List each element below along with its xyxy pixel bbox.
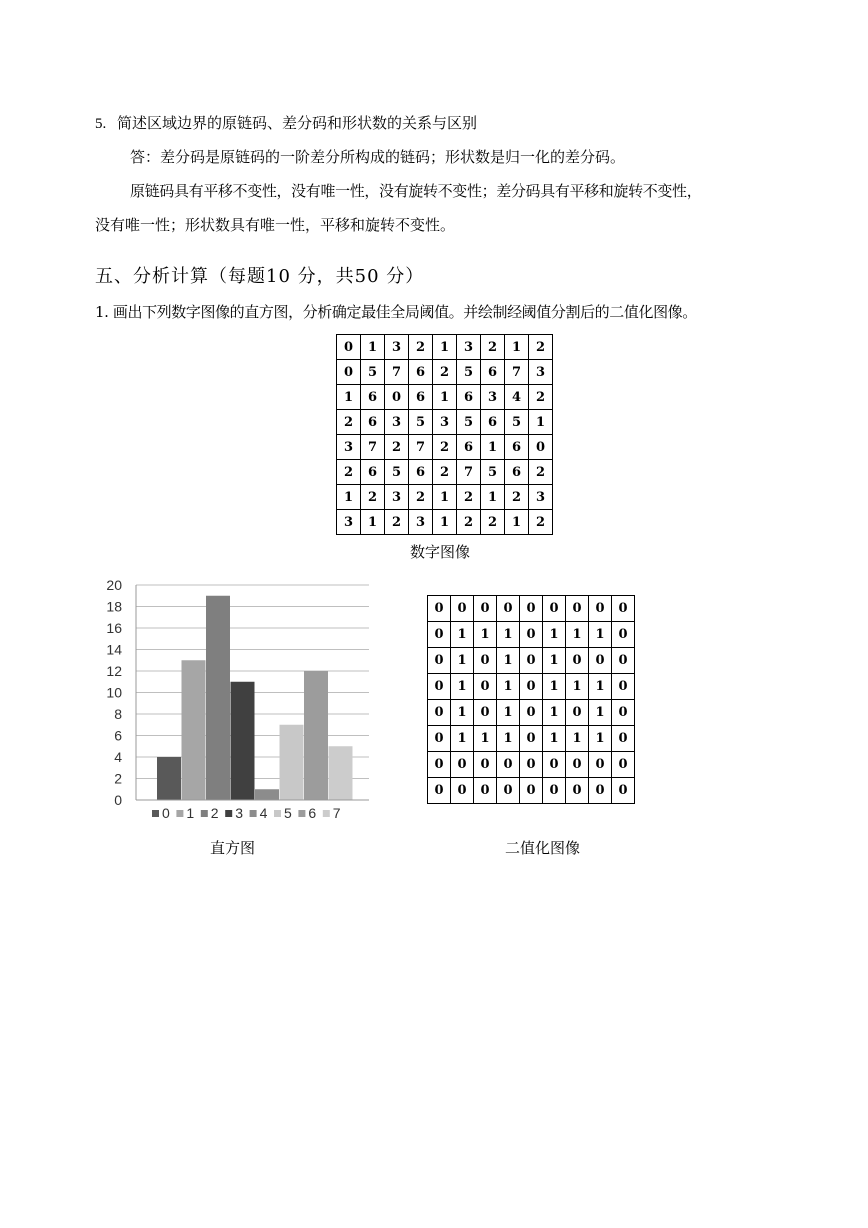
- binary-image-cell: 1: [497, 674, 520, 700]
- binary-image-cell: 1: [589, 700, 612, 726]
- digital-image-cell: 7: [385, 360, 409, 385]
- legend-swatch: [201, 810, 208, 817]
- histogram-bar: [304, 671, 328, 800]
- binary-image-cell: 0: [589, 752, 612, 778]
- binary-image-cell: 1: [566, 622, 589, 648]
- q1-text: 1. 画出下列数字图像的直方图，分析确定最佳全局阈值。并绘制经阈值分割后的二值化图像。: [95, 303, 697, 321]
- binary-image-cell: 0: [428, 700, 451, 726]
- binary-image-cell: 0: [428, 674, 451, 700]
- binary-image-cell: 0: [520, 622, 543, 648]
- digital-image-cell: 2: [385, 510, 409, 535]
- binary-image-cell: 0: [474, 648, 497, 674]
- digital-image-cell: 2: [409, 335, 433, 360]
- binary-image-cell: 1: [497, 700, 520, 726]
- q5-answer-2-line-1: 原链码具有平移不变性，没有唯一性，没有旋转不变性；差分码具有平移和旋转不变性，: [130, 182, 702, 200]
- binary-image-cell: 0: [520, 674, 543, 700]
- binary-image-cell: 0: [428, 648, 451, 674]
- digital-image-cell: 1: [337, 485, 361, 510]
- digital-image-row: [337, 410, 553, 435]
- digital-image-cell: 6: [409, 385, 433, 410]
- legend-label: 4: [259, 805, 268, 821]
- digital-image-table: [336, 334, 553, 535]
- y-tick-label: 12: [106, 663, 122, 679]
- y-tick-label: 2: [114, 770, 122, 787]
- binary-image-cell: 0: [474, 778, 497, 804]
- binary-image-cell: 0: [543, 752, 566, 778]
- binary-image-cell: 0: [612, 726, 635, 752]
- binary-image-cell: 0: [451, 778, 474, 804]
- legend-swatch: [274, 810, 281, 817]
- q5-answer-2-line-2: 没有唯一性；形状数具有唯一性，平移和旋转不变性。: [95, 216, 456, 234]
- histogram-chart: [95, 577, 395, 827]
- digital-image-cell: 6: [457, 435, 481, 460]
- digital-image-cell: 0: [337, 360, 361, 385]
- legend-swatch: [250, 810, 257, 817]
- legend-swatch: [176, 810, 183, 817]
- binary-image-table: [427, 595, 635, 804]
- binary-image-row: [428, 726, 635, 752]
- binary-image-row: [428, 596, 635, 622]
- binary-image-cell: 0: [428, 622, 451, 648]
- digital-image-cell: 3: [337, 510, 361, 535]
- digital-image-cell: 6: [505, 435, 529, 460]
- digital-image-cell: 2: [457, 485, 481, 510]
- digital-image-cell: 6: [409, 460, 433, 485]
- legend-label: 2: [210, 805, 219, 821]
- histogram-bar: [182, 660, 206, 800]
- y-tick-label: 10: [106, 684, 122, 701]
- binary-image-cell: 0: [474, 596, 497, 622]
- digital-image-cell: 3: [385, 335, 409, 360]
- binary-image-cell: 0: [474, 674, 497, 700]
- y-tick-label: 4: [114, 749, 122, 765]
- binary-image-cell: 1: [566, 674, 589, 700]
- y-tick-label: 0: [114, 792, 122, 808]
- binary-image-cell: 0: [520, 778, 543, 804]
- legend-swatch: [225, 810, 232, 817]
- binary-image-cell: 0: [520, 596, 543, 622]
- digital-image-cell: 6: [361, 410, 385, 435]
- binary-image-row: [428, 648, 635, 674]
- digital-image-cell: 7: [361, 435, 385, 460]
- digital-image-cell: 3: [457, 335, 481, 360]
- digital-image-cell: 1: [481, 485, 505, 510]
- histogram-bar: [280, 725, 304, 800]
- digital-image-cell: 1: [337, 385, 361, 410]
- digital-image-cell: 5: [361, 360, 385, 385]
- digital-image-cell: 3: [529, 360, 553, 385]
- binary-image-cell: 0: [589, 596, 612, 622]
- digital-image-cell: 2: [457, 510, 481, 535]
- digital-image-cell: 2: [481, 510, 505, 535]
- digital-image-row: [337, 360, 553, 385]
- binary-image-cell: 1: [451, 726, 474, 752]
- binary-image-caption: 二值化图像: [505, 839, 581, 857]
- digital-image-caption: 数字图像: [410, 543, 471, 561]
- legend-label: 5: [284, 805, 292, 821]
- digital-image-cell: 3: [385, 485, 409, 510]
- digital-image-cell: 5: [457, 360, 481, 385]
- binary-image-cell: 0: [474, 752, 497, 778]
- digital-image-cell: 2: [337, 460, 361, 485]
- digital-image-cell: 7: [505, 360, 529, 385]
- digital-image-cell: 2: [409, 485, 433, 510]
- digital-image-cell: 2: [529, 460, 553, 485]
- digital-image-cell: 2: [385, 435, 409, 460]
- binary-image-cell: 0: [520, 726, 543, 752]
- digital-image-cell: 1: [361, 510, 385, 535]
- binary-image-cell: 0: [566, 596, 589, 622]
- binary-image-cell: 1: [566, 726, 589, 752]
- digital-image-cell: 5: [457, 410, 481, 435]
- digital-image-row: [337, 385, 553, 410]
- q5-answer-1: 答：差分码是原链码的一阶差分所构成的链码；形状数是归一化的差分码。: [130, 148, 626, 166]
- digital-image-cell: 3: [337, 435, 361, 460]
- digital-image-cell: 6: [409, 360, 433, 385]
- binary-image-cell: 0: [520, 752, 543, 778]
- binary-image-cell: 0: [566, 752, 589, 778]
- binary-image-row: [428, 778, 635, 804]
- binary-image-cell: 0: [520, 648, 543, 674]
- digital-image-cell: 5: [505, 410, 529, 435]
- digital-image-row: [337, 335, 553, 360]
- binary-image-cell: 0: [474, 700, 497, 726]
- digital-image-row: [337, 460, 553, 485]
- digital-image-cell: 2: [529, 510, 553, 535]
- histogram-bar: [329, 746, 353, 800]
- binary-image-cell: 1: [543, 700, 566, 726]
- binary-image-cell: 1: [589, 674, 612, 700]
- digital-image-cell: 5: [409, 410, 433, 435]
- legend-label: 3: [235, 805, 243, 821]
- binary-image-cell: 0: [612, 596, 635, 622]
- digital-image-cell: 1: [505, 335, 529, 360]
- binary-image-cell: 0: [543, 596, 566, 622]
- digital-image-cell: 6: [481, 410, 505, 435]
- binary-image-cell: 1: [451, 700, 474, 726]
- histogram-bar: [206, 596, 230, 800]
- y-tick-label: 18: [106, 598, 122, 615]
- digital-image-cell: 1: [361, 335, 385, 360]
- digital-image-cell: 5: [385, 460, 409, 485]
- binary-image-cell: 0: [566, 648, 589, 674]
- legend-label: 7: [332, 805, 341, 821]
- digital-image-cell: 1: [481, 435, 505, 460]
- binary-image-cell: 0: [612, 674, 635, 700]
- digital-image-cell: 2: [481, 335, 505, 360]
- digital-image-cell: 0: [337, 335, 361, 360]
- binary-image-cell: 0: [612, 752, 635, 778]
- digital-image-cell: 3: [385, 410, 409, 435]
- digital-image-cell: 1: [433, 335, 457, 360]
- legend-label: 6: [308, 805, 317, 821]
- binary-image-cell: 1: [543, 622, 566, 648]
- binary-image-cell: 0: [428, 726, 451, 752]
- digital-image-cell: 6: [505, 460, 529, 485]
- digital-image-cell: 1: [433, 510, 457, 535]
- binary-image-cell: 0: [612, 700, 635, 726]
- binary-image-cell: 1: [543, 674, 566, 700]
- histogram-caption: 直方图: [210, 839, 256, 857]
- legend-swatch: [323, 810, 330, 817]
- binary-image-row: [428, 622, 635, 648]
- digital-image-cell: 1: [529, 410, 553, 435]
- digital-image-cell: 1: [505, 510, 529, 535]
- digital-image-cell: 6: [457, 385, 481, 410]
- binary-image-cell: 1: [543, 726, 566, 752]
- digital-image-cell: 3: [529, 485, 553, 510]
- digital-image-cell: 7: [409, 435, 433, 460]
- binary-image-cell: 1: [589, 726, 612, 752]
- y-tick-label: 20: [106, 577, 122, 593]
- y-tick-label: 8: [114, 706, 122, 722]
- digital-image-cell: 1: [433, 485, 457, 510]
- binary-image-cell: 0: [428, 596, 451, 622]
- histogram-bar: [157, 757, 181, 800]
- y-tick-label: 6: [114, 727, 122, 744]
- histogram-bar: [231, 682, 255, 800]
- digital-image-cell: 5: [481, 460, 505, 485]
- digital-image-row: [337, 435, 553, 460]
- digital-image-cell: 2: [337, 410, 361, 435]
- digital-image-cell: 6: [481, 360, 505, 385]
- binary-image-cell: 1: [451, 622, 474, 648]
- binary-image-row: [428, 700, 635, 726]
- digital-image-cell: 0: [385, 385, 409, 410]
- digital-image-cell: 2: [433, 435, 457, 460]
- legend-label: 1: [186, 805, 195, 821]
- binary-image-cell: 1: [474, 726, 497, 752]
- legend-swatch: [298, 810, 305, 817]
- digital-image-cell: 2: [433, 460, 457, 485]
- digital-image-cell: 1: [433, 385, 457, 410]
- binary-image-cell: 1: [451, 674, 474, 700]
- digital-image-cell: 4: [505, 385, 529, 410]
- digital-image-cell: 2: [433, 360, 457, 385]
- legend-label: 0: [162, 805, 170, 821]
- digital-image-row: [337, 510, 553, 535]
- binary-image-cell: 1: [474, 622, 497, 648]
- binary-image-row: [428, 752, 635, 778]
- digital-image-cell: 2: [361, 485, 385, 510]
- binary-image-cell: 0: [566, 700, 589, 726]
- digital-image-cell: 6: [361, 460, 385, 485]
- digital-image-cell: 3: [433, 410, 457, 435]
- binary-image-cell: 0: [428, 778, 451, 804]
- digital-image-cell: 2: [529, 335, 553, 360]
- binary-image-cell: 0: [451, 596, 474, 622]
- binary-image-cell: 0: [612, 778, 635, 804]
- binary-image-cell: 0: [497, 778, 520, 804]
- histogram-bar: [255, 789, 279, 800]
- binary-image-row: [428, 674, 635, 700]
- binary-image-cell: 0: [497, 752, 520, 778]
- binary-image-cell: 0: [566, 778, 589, 804]
- binary-image-cell: 0: [589, 648, 612, 674]
- q5-number: 5.: [95, 116, 107, 132]
- y-tick-label: 16: [106, 620, 122, 636]
- binary-image-cell: 0: [451, 752, 474, 778]
- digital-image-cell: 6: [361, 385, 385, 410]
- y-tick-label: 14: [106, 641, 122, 658]
- binary-image-cell: 0: [497, 596, 520, 622]
- digital-image-cell: 3: [409, 510, 433, 535]
- binary-image-cell: 0: [428, 752, 451, 778]
- q5-question-text: 简述区域边界的原链码、差分码和形状数的关系与区别: [117, 114, 478, 132]
- binary-image-cell: 1: [497, 726, 520, 752]
- binary-image-cell: 0: [589, 778, 612, 804]
- digital-image-cell: 0: [529, 435, 553, 460]
- binary-image-cell: 1: [589, 622, 612, 648]
- binary-image-cell: 1: [497, 648, 520, 674]
- binary-image-cell: 0: [612, 622, 635, 648]
- legend-swatch: [152, 810, 159, 817]
- digital-image-cell: 2: [505, 485, 529, 510]
- binary-image-cell: 1: [497, 622, 520, 648]
- digital-image-cell: 2: [529, 385, 553, 410]
- binary-image-cell: 0: [520, 700, 543, 726]
- digital-image-cell: 7: [457, 460, 481, 485]
- binary-image-cell: 0: [543, 778, 566, 804]
- binary-image-cell: 1: [543, 648, 566, 674]
- section-heading: 五、分析计算（每题10 分，共50 分）: [95, 266, 425, 287]
- binary-image-cell: 1: [451, 648, 474, 674]
- q5-question: [95, 113, 477, 134]
- digital-image-row: [337, 485, 553, 510]
- digital-image-cell: 3: [481, 385, 505, 410]
- binary-image-cell: 0: [612, 648, 635, 674]
